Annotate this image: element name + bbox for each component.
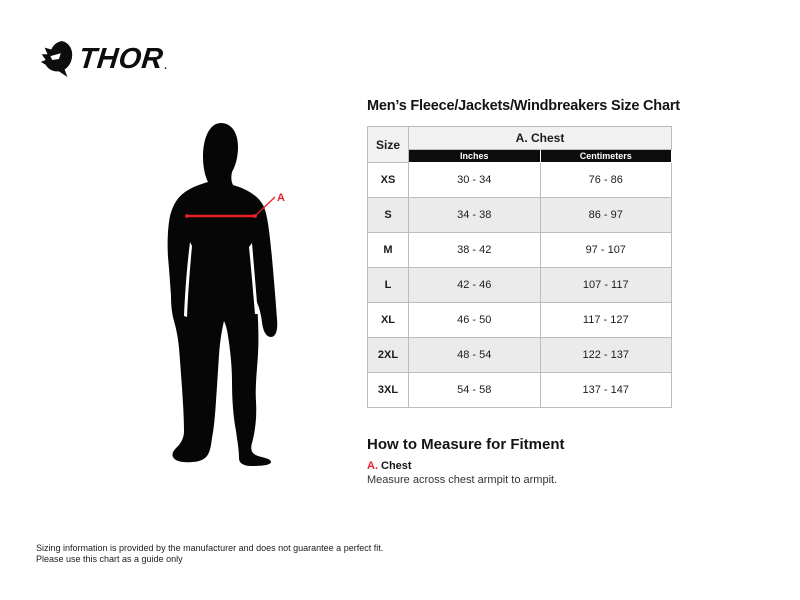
measure-section-heading: How to Measure for Fitment: [367, 436, 565, 453]
table-row: [368, 303, 672, 338]
table-row: [368, 268, 672, 303]
column-header-inches: Inches: [409, 150, 541, 163]
size-chart-title: Men’s Fleece/Jackets/Windbreakers Size Chart: [367, 98, 680, 114]
inches-value: 48 - 54: [409, 338, 541, 373]
inches-value: 54 - 58: [409, 373, 541, 408]
column-header-centimeters: Centimeters: [540, 150, 672, 163]
column-header-size: Size: [368, 127, 409, 163]
male-silhouette: [168, 123, 278, 466]
table-row: [368, 233, 672, 268]
table-row: [368, 163, 672, 198]
disclaimer-text: [36, 543, 383, 565]
brand-logo: [38, 40, 167, 78]
table-row: [368, 373, 672, 408]
male-silhouette-figure: [140, 110, 340, 500]
size-label: M: [368, 233, 409, 268]
inches-value: 34 - 38: [409, 198, 541, 233]
brand-name: THOR: [77, 43, 165, 75]
measure-item-instruction: Measure across chest armpit to armpit.: [367, 474, 558, 486]
centimeters-value: 117 - 127: [540, 303, 672, 338]
centimeters-value: 76 - 86: [540, 163, 672, 198]
chest-measurement-label: A: [277, 192, 285, 204]
centimeters-value: 107 - 117: [540, 268, 672, 303]
centimeters-value: 97 - 107: [540, 233, 672, 268]
measure-item-name: Chest: [381, 460, 412, 472]
measure-item-chest: [367, 460, 412, 472]
disclaimer-line-2: Please use this chart as a guide only: [36, 554, 183, 564]
centimeters-value: 122 - 137: [540, 338, 672, 373]
disclaimer-line-1: Sizing information is provided by the manufacturer and does not guarantee a perfect fit.: [36, 543, 384, 553]
table-row: [368, 198, 672, 233]
thor-helmet-icon: [38, 40, 76, 78]
centimeters-value: 137 - 147: [540, 373, 672, 408]
inches-value: 46 - 50: [409, 303, 541, 338]
inches-value: 30 - 34: [409, 163, 541, 198]
size-label: S: [368, 198, 409, 233]
inches-value: 38 - 42: [409, 233, 541, 268]
table-row: [368, 338, 672, 373]
size-label: XS: [368, 163, 409, 198]
measure-item-letter: A.: [367, 460, 378, 472]
size-label: XL: [368, 303, 409, 338]
size-label: 2XL: [368, 338, 409, 373]
brand-mark: .: [164, 61, 167, 72]
column-header-chest: A. Chest: [409, 127, 672, 150]
size-label: L: [368, 268, 409, 303]
centimeters-value: 86 - 97: [540, 198, 672, 233]
size-chart-table: [367, 126, 672, 408]
inches-value: 42 - 46: [409, 268, 541, 303]
size-label: 3XL: [368, 373, 409, 408]
